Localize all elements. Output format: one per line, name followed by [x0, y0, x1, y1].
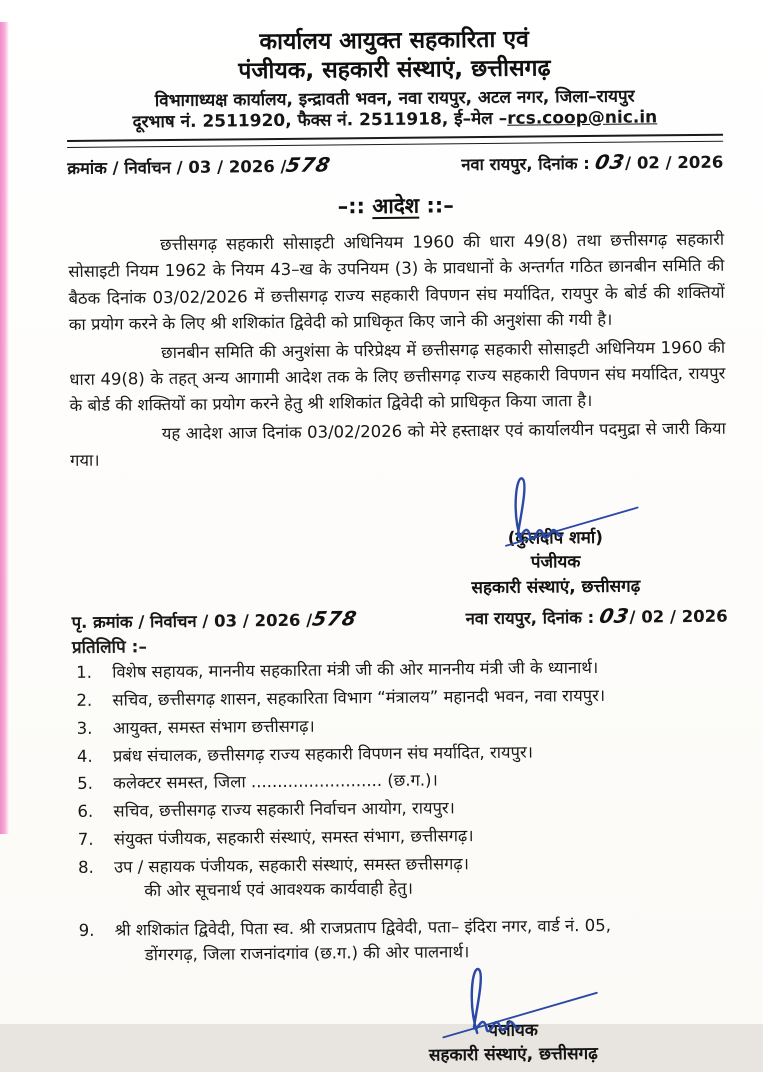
- list-item: [72, 655, 728, 686]
- list-item-number: 3.: [76, 718, 93, 738]
- paragraph-1: छत्तीसगढ़ सहकारी सोसाइटी अधिनियम 1960 की धारा 49(8) तथा छत्तीसगढ़ सहकारी सोसाइटी नियम 1962 के नियम 43–ख के उपनियम (3) के प्रावधानों के अन्तर्गत गठित छानबीन समिति की बैठक दिनांक 03/02/2026 में छत्तीसगढ़ राज्य सहकारी विपणन संघ मर्यादित, रायपुर के बोर्ड की शक्तियों का प्रयोग करने के लिए श्री शशिकांत द्विवेदी को प्राधिकृत किए जाने की अनुशंसा की गयी है।: [68, 229, 725, 335]
- signature-ink-icon: [465, 467, 651, 547]
- list-item: [74, 822, 730, 853]
- paragraph-3: यह आदेश आज दिनांक 03/02/2026 को मेरे हस्ताक्षर एवं कार्यालयीन पदमुद्रा से जारी किया गया।: [70, 418, 726, 471]
- list-item: [72, 683, 728, 714]
- reference-row: [67, 150, 723, 179]
- handwritten-serial: 578: [284, 153, 334, 177]
- footer-signatory-title: पंजीयक: [488, 1020, 539, 1041]
- list-item-number: 7.: [77, 829, 94, 849]
- office-address: विभागाध्यक्ष कार्यालय, इन्द्रावती भवन, नवा रायपुर, अटल नगर, जिला–रायपुर: [154, 86, 635, 111]
- list-item: [74, 849, 730, 905]
- header-divider: [67, 134, 723, 148]
- list-item: [73, 766, 729, 797]
- footer-signatory-org: सहकारी संस्थाएं, छत्तीसगढ़: [428, 1044, 598, 1066]
- phone-fax-text: दूरभाष नं. 2511920, फैक्स नं. 2511918, ई–मेल –: [132, 108, 508, 133]
- list-item-number: 9.: [78, 920, 95, 941]
- handwritten-day-2: 03: [597, 605, 632, 629]
- office-name-line2: पंजीयक, सहकारी संस्थाएं, छत्तीसगढ़: [238, 55, 551, 85]
- paragraph-2: छानबीन समिति की अनुशंसा के परिप्रेक्ष्य में छत्तीसगढ़ सहकारी सोसाइटी अधिनियम 1960 की धारा 49(8) के तहत् अन्य आगामी आदेश तक के लिए छत्तीसगढ़ राज्य सहकारी विपणन संघ मर्यादित, रायपुर के बोर्ड की शक्तियों का प्रयोग करने हेतु श्री शशिकांत द्विवेदी को प्राधिकृत किया जाता है।: [69, 337, 726, 416]
- footer-signature-block: [391, 1017, 636, 1069]
- signature-block: [438, 525, 674, 601]
- list-item-text: उप / सहायक पंजीयक, सहकारी संस्थाएं, समस्त छत्तीसगढ़। की ओर सूचनार्थ एवं आवश्यक कार्यवाही हेतु।: [113, 853, 469, 901]
- handwritten-serial-2: 578: [309, 607, 359, 632]
- list-item-text: संयुक्त पंजीयक, सहकारी संस्थाएं, समस्त संभाग, छत्तीसगढ़।: [113, 826, 474, 849]
- list-item-text: विशेष सहायक, माननीय सहकारिता मंत्री जी की ओर माननीय मंत्री जी के ध्यानार्थ।: [112, 658, 599, 683]
- signatory-name: (कुलदीप शर्मा): [507, 527, 604, 549]
- order-title: –:: आदेश ::–: [337, 193, 454, 219]
- list-item-number: 8.: [77, 857, 94, 877]
- footer-signature-ink-icon: [420, 958, 611, 1040]
- list-item-number: 1.: [76, 663, 93, 683]
- list-item: [73, 794, 729, 825]
- email-text: rcs.coop@nic.in: [507, 107, 658, 129]
- place-date: नवा रायपुर, दिनांक : 03/ 02 / 2026: [461, 150, 724, 175]
- list-item-number: 2.: [76, 690, 93, 711]
- order-word: आदेश: [372, 193, 420, 219]
- endorsement-number: पृ. क्रमांक / निर्वाचन / 03 / 2026 /578: [71, 607, 359, 633]
- list-item-text: आयुक्त, समस्त संभाग छत्तीसगढ़।: [112, 716, 315, 738]
- signatory-org: सहकारी संस्थाएं, छत्तीसगढ़: [471, 576, 641, 598]
- signatory-title: पंजीयक: [530, 552, 581, 573]
- list-item: [73, 711, 729, 742]
- list-item-number: 5.: [77, 774, 94, 794]
- document-content: [66, 24, 732, 1072]
- list-item-text: सचिव, छत्तीसगढ़ राज्य सहकारी निर्वाचन आयोग, रायपुर।: [113, 798, 455, 821]
- list-item-text: प्रबंध संचालक, छत्तीसगढ़ राज्य सहकारी विपणन संघ मर्यादित, रायपुर।: [112, 742, 534, 766]
- scan-pink-edge: [0, 22, 9, 834]
- letterhead: [66, 24, 723, 134]
- reference-number: क्रमांक / निर्वाचन / 03 / 2026 /578: [67, 153, 334, 178]
- handwritten-day: 03: [593, 150, 628, 174]
- list-item-number: 6.: [77, 801, 94, 822]
- copy-to-label: प्रतिलिपि :–: [71, 637, 148, 659]
- endorsement-row: [72, 604, 728, 633]
- list-item-number: 4.: [76, 746, 93, 766]
- list-item: [73, 738, 729, 769]
- list-item: [75, 913, 731, 969]
- copy-list: [72, 655, 731, 969]
- list-item-text: श्री शशिकांत द्विवेदी, पिता स्व. श्री राजप्रताप द्विवेदी, पता– इंदिरा नगर, वार्ड नं. 05, डोंगरगढ़, जिला राजनांदगांव (छ.ग.) की ओर पालनार्थ।: [114, 915, 611, 965]
- list-item-text: कलेक्टर समस्त, जिला ......................... (छ.ग.)।: [113, 770, 438, 794]
- office-name-line1: कार्यालय आयुक्त सहकारिता एवं: [259, 26, 529, 56]
- list-item-text: सचिव, छत्तीसगढ़ शासन, सहकारिता विभाग “मंत्रालय” महानदी भवन, नवा रायपुर।: [112, 686, 606, 710]
- endorsement-place-date: नवा रायपुर, दिनांक : 03/ 02 / 2026: [465, 605, 728, 629]
